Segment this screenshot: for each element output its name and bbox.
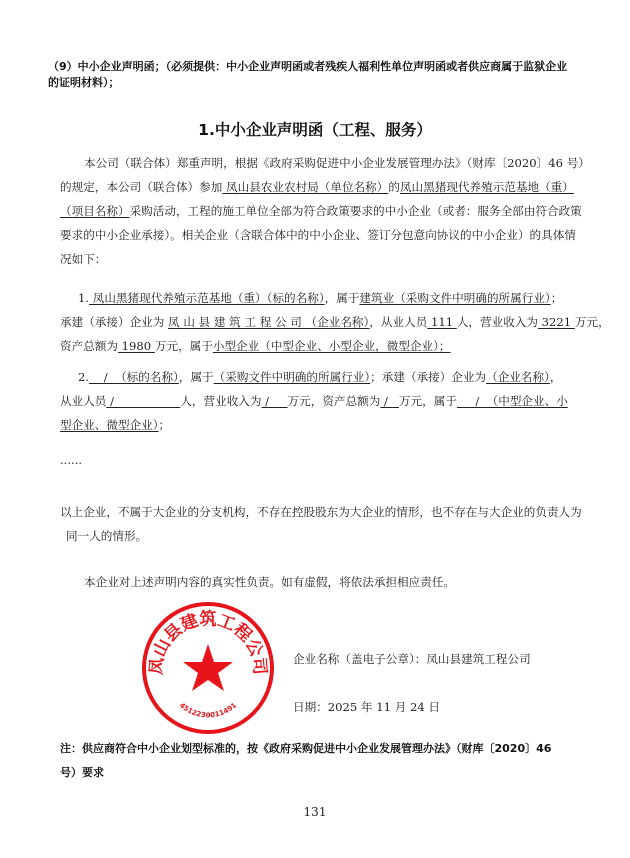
text: ；承建（承接）企业为 xyxy=(370,370,487,384)
note-line: 号）要求 xyxy=(60,766,104,779)
intro-line xyxy=(60,203,582,219)
intro-line: 本公司（联合体）郑重声明，根据《政府采购促进中小企业发展管理办法》（财库〔2020〕46 号） xyxy=(84,156,590,170)
text: 万元，属于 xyxy=(398,394,457,408)
item1-line xyxy=(60,314,610,330)
item-name: / （标的名称） xyxy=(89,370,179,384)
item1-line xyxy=(60,338,451,354)
revenue: 3221 xyxy=(537,315,575,329)
statement-line: 同一人的情形。 xyxy=(66,529,148,543)
item1-line xyxy=(78,290,562,306)
header-line-1: （9）中小企业声明函；（必须提供：中小企业声明函或者残疾人福利性单位声明函或者供应商属于监狱企业 xyxy=(48,60,568,73)
signature-company-line xyxy=(293,651,531,667)
industry: （采购文件中明确的所属行业） xyxy=(213,370,371,384)
company-seal xyxy=(140,600,276,736)
text: 万元，属于 xyxy=(154,339,213,353)
text: 企业名称（盖电子公章）： xyxy=(293,652,427,666)
text: ； xyxy=(158,418,171,432)
text: 承建（承接）企业为 xyxy=(60,315,165,329)
statement-line: 以上企业，不属于大企业的分支机构，不存在控股股东为大企业的情形，也不存在与大企业的负责人为 xyxy=(60,505,582,519)
item-name: 凤山黑猪现代养殖示范基地（重）（标的名称） xyxy=(89,291,325,305)
text: ，属于 xyxy=(178,370,214,384)
enterprise-size: 型企业、微型企业） xyxy=(60,418,159,432)
staff: / xyxy=(106,394,181,408)
staff: 111 xyxy=(427,315,457,329)
responsibility-line: 本企业对上述声明内容的真实性负责。如有虚假，将依法承担相应责任。 xyxy=(84,575,456,589)
intro-line: 要求的中小企业承接）。相关企业（含联合体中的中小企业、签订分包意向协议的中小企业）的具体情 xyxy=(60,228,576,242)
header-line-2: 的证明材料）； xyxy=(48,76,120,89)
signature-company: 凤山县建筑工程公司 xyxy=(426,652,531,666)
signature-date-line xyxy=(293,699,440,715)
text: ， xyxy=(549,370,562,384)
text: 采购活动，工程的施工单位全部为符合政策要求的中小企业（或者：服务全部由符合政策 xyxy=(129,204,582,218)
assets: 1980 xyxy=(117,339,155,353)
text: 的规定，本公司（联合体）参加 xyxy=(60,180,223,194)
text: 日期： xyxy=(293,700,328,714)
seal-star-icon xyxy=(183,644,233,691)
text: ； xyxy=(550,291,563,305)
text: ，从业人员 xyxy=(369,315,428,329)
ellipsis: ······ xyxy=(60,456,83,470)
company: （企业名称） xyxy=(486,370,550,384)
item-number: 1. xyxy=(78,291,90,305)
text: 万元，资产总额为 xyxy=(287,394,381,408)
text: 万元， xyxy=(574,315,610,329)
seal-code: 4512230011491 xyxy=(177,701,239,720)
item2-line xyxy=(78,369,561,385)
unit-name: 凤山县农业农村局（单位名称） xyxy=(222,180,389,194)
text: 从业人员 xyxy=(60,394,107,408)
intro-line: 况如下： xyxy=(60,252,107,266)
note-line: 注：供应商符合中小企业划型标准的，按《政府采购促进中小企业发展管理办法》（财库〔2020〕46 xyxy=(60,742,552,755)
project-name-label: （项目名称） xyxy=(60,204,130,218)
page-number: 131 xyxy=(303,805,327,819)
company: 凤 山 县 建 筑 工 程 公 司 （企业名称） xyxy=(168,315,370,329)
page-title: 1.中小企业声明函（工程、服务） xyxy=(198,121,432,139)
assets: / xyxy=(380,394,399,408)
revenue: / xyxy=(261,394,288,408)
enterprise-size: 小型企业（中型企业、小型企业，微型企业）； xyxy=(212,339,451,353)
industry: 建筑业（采购文件中明确的所属行业） xyxy=(359,291,551,305)
seal-text: 凤山县建筑工程公司 xyxy=(146,609,270,676)
item-number: 2. xyxy=(78,370,90,384)
project-name: 凤山黑猪现代养殖示范基地（重） xyxy=(399,180,574,194)
intro-line xyxy=(60,179,574,195)
text: ，属于 xyxy=(324,291,360,305)
text: 人，营业收入为 xyxy=(180,394,262,408)
item2-line xyxy=(60,393,568,409)
text: 资产总额为 xyxy=(60,339,118,353)
enterprise-size: / （中型企业、小 xyxy=(456,394,568,408)
signature-date: 2025 年 11 月 24 日 xyxy=(327,700,441,714)
text: 的 xyxy=(388,180,400,194)
item2-line xyxy=(60,417,170,433)
text: 人，营业收入为 xyxy=(456,315,538,329)
